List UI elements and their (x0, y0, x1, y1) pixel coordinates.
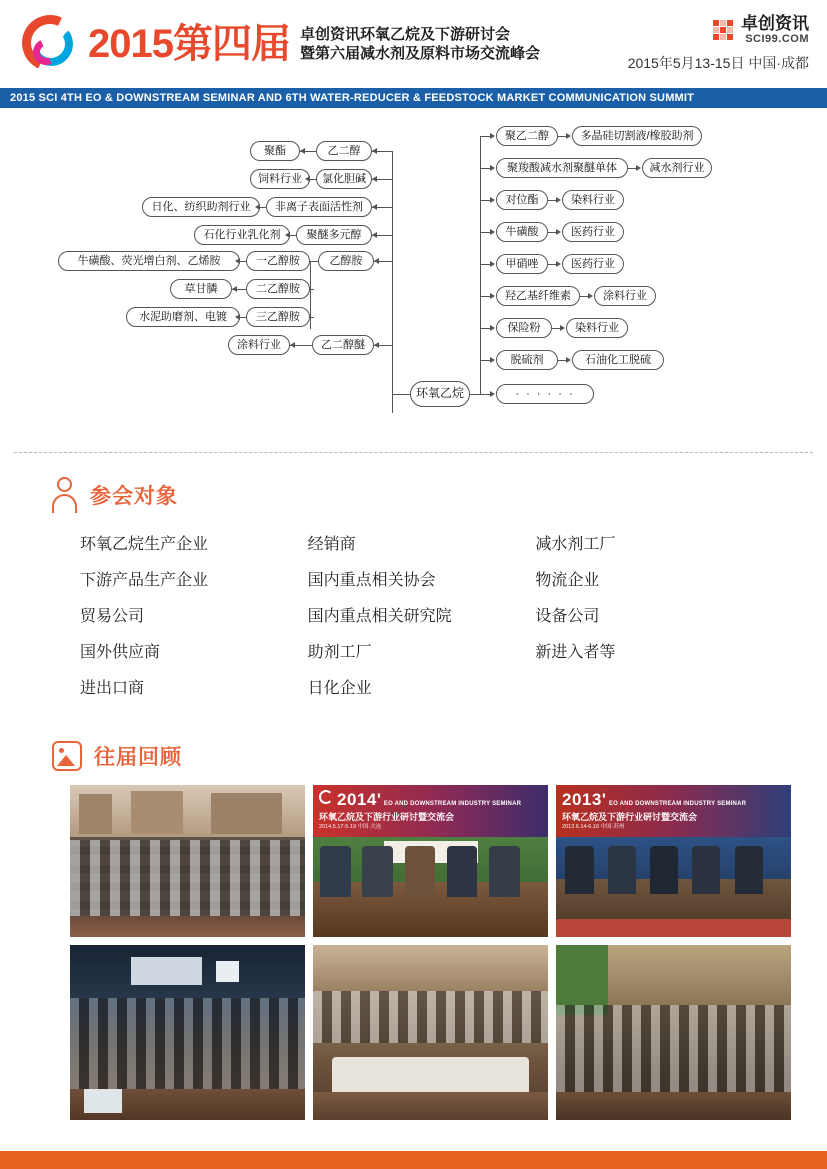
diagram-node-mea: 一乙醇胺 (246, 251, 310, 271)
photo-en-title: EO AND DOWNSTREAM INDUSTRY SEMINAR (383, 801, 522, 807)
photo-en-title: EO AND DOWNSTREAM INDUSTRY SEMINAR (608, 801, 747, 807)
diagram-node-cement-plating: 水泥助磨剂、电镀 (126, 307, 240, 327)
diagram-node-polyester: 聚酯 (250, 141, 300, 161)
attendee-item: 设备公司 (535, 608, 600, 625)
attendee-item: 物流企业 (535, 572, 600, 589)
diagram-node-dea: 二乙醇胺 (246, 279, 310, 299)
diagram-node-glycol-ether: 乙二醇醚 (312, 335, 374, 355)
photo-year: 2013' (562, 790, 607, 809)
diagram-node-pharma-2: 医药行业 (562, 254, 624, 274)
past-event-photo[interactable] (70, 945, 305, 1120)
diagram-node-taurine: 牛磺酸 (496, 222, 548, 242)
diagram-node-hec: 羟乙基纤维素 (496, 286, 580, 306)
diagram-node-eg: 乙二醇 (316, 141, 372, 161)
eo-downstream-diagram (0, 116, 827, 446)
diagram-node-nonionic: 非离子表面活性剂 (266, 197, 372, 217)
diagram-node-pharma-1: 医药行业 (562, 222, 624, 242)
diagram-node-petro-emulsifier: 石化行业乳化剂 (194, 225, 290, 245)
diagram-node-peg: 聚乙二醇 (496, 126, 558, 146)
left-spine-to-center (392, 394, 410, 395)
attendee-item: 国内重点相关协会 (307, 572, 436, 589)
event-title-line2: 暨第六届减水剂及原料市场交流峰会 (299, 45, 540, 62)
photo-year: 2014' (337, 790, 382, 809)
page-header (0, 0, 827, 88)
review-title: 往届回顾 (94, 746, 182, 769)
past-event-photo[interactable] (313, 945, 548, 1120)
photo-cn-title: 环氧乙烷及下游行业研讨暨交流会 (562, 811, 698, 822)
diagram-node-choline: 氯化胆碱 (316, 169, 372, 189)
footer-bar (0, 1151, 827, 1169)
event-edition-title: 2015第四届 (88, 22, 290, 66)
photo-icon (52, 741, 82, 771)
diagram-node-desulfurizer: 脱硫剂 (496, 350, 558, 370)
diagram-node-sodium-dithionite: 保险粉 (496, 318, 552, 338)
diagram-node-daily-textile: 日化、纺织助剂行业 (142, 197, 260, 217)
brand-squares-icon (713, 20, 735, 40)
attendee-item: 经销商 (307, 536, 356, 553)
attendees-list (80, 527, 813, 707)
diagram-node-dye-2: 染料行业 (566, 318, 628, 338)
review-section (0, 741, 827, 1120)
event-title-line1: 卓创资讯环氧乙烷及下游研讨会 (299, 25, 510, 43)
diagram-node-polyether-polyol: 聚醚多元醇 (296, 225, 372, 245)
attendee-item: 下游产品生产企业 (80, 572, 209, 589)
diagram-node-glyphosate: 草甘膦 (170, 279, 232, 299)
photo-cn-title: 环氧乙烷及下游行业研讨暨交流会 (319, 811, 455, 822)
attendee-item: 国内重点相关研究院 (307, 608, 452, 625)
attendee-item: 环氧乙烷生产企业 (80, 536, 209, 553)
diagram-node-silicon-rubber: 多晶硅切割液/橡胶助剂 (572, 126, 702, 146)
diagram-node-water-reducer: 减水剂行业 (642, 158, 712, 178)
diagram-node-tea: 三乙醇胺 (246, 307, 310, 327)
diagram-node-feed: 饲料行业 (250, 169, 310, 189)
diagram-node-pce-monomer: 聚羧酸减水剂聚醚单体 (496, 158, 628, 178)
diagram-node-coating-right: 涂料行业 (594, 286, 656, 306)
english-title-bar: 2015 SCI 4TH EO & DOWNSTREAM SEMINAR AND 6TH WATER-REDUCER & FEEDSTOCK MARKET COMMUNICATION SUMMIT (0, 88, 827, 108)
attendee-item (535, 671, 753, 707)
diagram-center-node: 环氧乙烷 (410, 381, 470, 407)
diagram-node-dye-1: 染料行业 (562, 190, 624, 210)
attendees-title: 参会对象 (90, 485, 178, 508)
right-spine (480, 136, 481, 394)
sci-swirl-logo-icon (20, 13, 82, 75)
past-event-photo[interactable] (556, 945, 791, 1120)
past-events-gallery (70, 785, 813, 1120)
event-date-place: 2015年5月13-15日 中国·成都 (627, 54, 809, 71)
diagram-node-ellipsis: · · · · · · (496, 384, 594, 404)
brand-site: SCI99.COM (745, 32, 809, 45)
past-event-photo[interactable] (556, 785, 791, 937)
attendee-item: 减水剂工厂 (535, 536, 616, 553)
attendee-item: 助剂工厂 (307, 644, 372, 661)
attendee-item: 新进入者等 (535, 644, 616, 661)
brand-name: 卓创资讯 (741, 14, 809, 34)
diagram-node-para-ester: 对位酯 (496, 190, 548, 210)
diagram-node-taurine-group: 牛磺酸、荧光增白剂、乙烯胺 (58, 251, 240, 271)
diagram-node-ethanolamine: 乙醇胺 (318, 251, 374, 271)
diagram-node-petro-desulfur: 石油化工脱硫 (572, 350, 664, 370)
attendee-item: 国外供应商 (80, 644, 161, 661)
past-event-photo[interactable] (70, 785, 305, 937)
attendee-item: 进出口商 (80, 680, 145, 697)
left-spine (392, 151, 393, 413)
photo-subtitle: 2014.5.17-5.19 中国·大连 (319, 823, 382, 830)
section-divider (14, 452, 813, 453)
photo-subtitle: 2013.6.14-6.16 中国·苏州 (562, 823, 625, 830)
diagram-node-metronidazole: 甲硝唑 (496, 254, 548, 274)
diagram-node-coating-left: 涂料行业 (228, 335, 290, 355)
person-icon (52, 477, 78, 513)
attendee-item: 贸易公司 (80, 608, 145, 625)
attendee-item: 日化企业 (307, 680, 372, 697)
past-event-photo[interactable] (313, 785, 548, 937)
attendees-section (0, 477, 827, 707)
